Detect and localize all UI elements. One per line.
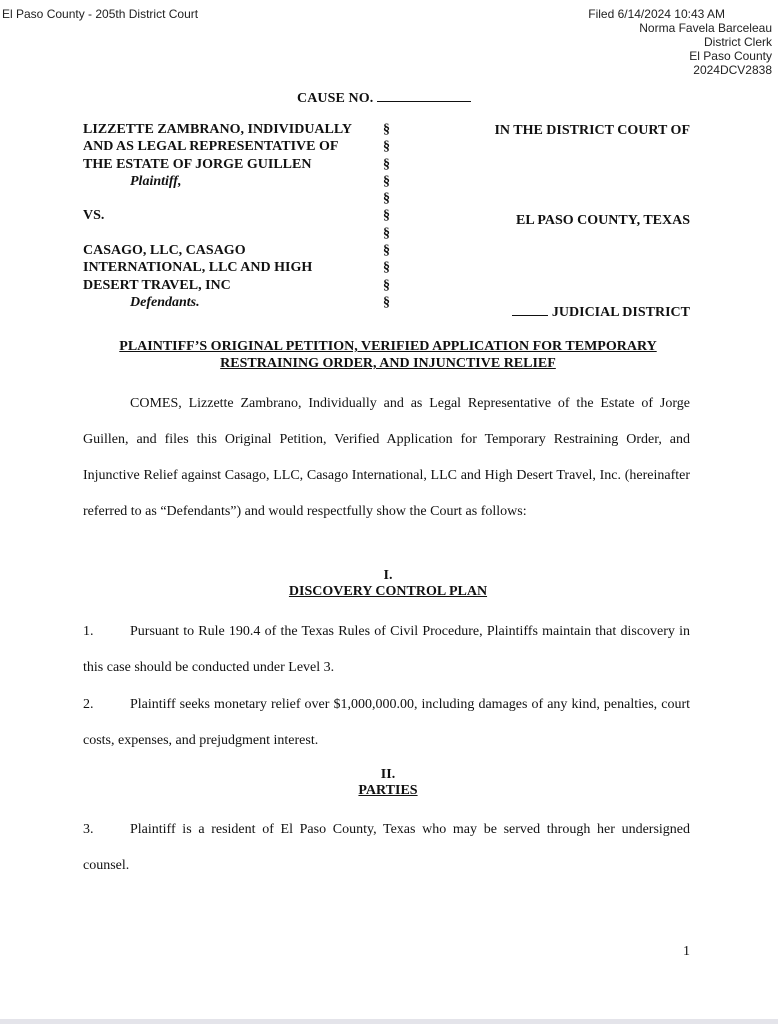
section-symbol: § xyxy=(383,208,390,224)
section-symbol: § xyxy=(383,260,390,276)
section-symbol: § xyxy=(383,139,390,155)
document-title xyxy=(60,338,716,372)
section-symbol-column xyxy=(383,121,390,311)
intro-paragraph: COMES, Lizzette Zambrano, Individually and as Legal Representative of the Estate of Jorge Guillen, and files this Original Petition, Verified Application for Temporary Restraining Order, and Injunctive Relief against Casago, LLC, Casago International, LLC and High Desert Travel, Inc. (hereinafter referred to as “Defendants”) and would respectfully show the Court as follows: xyxy=(83,396,690,519)
paragraph-text: Plaintiff seeks monetary relief over $1,000,000.00, including damages of any kind, penalties, court costs, expenses, and prejudgment interest. xyxy=(83,697,690,748)
paragraph-text: Pursuant to Rule 190.4 of the Texas Rules of Civil Procedure, Plaintiffs maintain that discovery in this case should be conducted under Level 3. xyxy=(83,624,690,675)
section-symbol: § xyxy=(383,294,390,310)
defendant-line: DESERT TRAVEL, INC xyxy=(83,277,231,293)
section-symbol: § xyxy=(383,225,390,241)
cause-label: CAUSE NO. xyxy=(297,91,374,106)
clerk-county: El Paso County xyxy=(689,49,772,63)
section-numeral: I. xyxy=(383,568,393,583)
numbered-paragraph xyxy=(83,614,690,686)
clerk-name: Norma Favela Barceleau xyxy=(639,21,772,35)
section-heading xyxy=(60,767,716,799)
case-number: 2024DCV2838 xyxy=(693,63,772,77)
section-symbol: § xyxy=(383,243,390,259)
court-name: El Paso County - 205th District Court xyxy=(2,7,199,21)
page-number: 1 xyxy=(683,944,690,959)
court-line: IN THE DISTRICT COURT OF xyxy=(494,123,690,138)
section-symbol: § xyxy=(383,122,390,137)
cause-number-blank xyxy=(377,88,471,102)
plaintiff-role: Plaintiff, xyxy=(130,173,182,189)
clerk-title: District Clerk xyxy=(704,35,772,49)
defendant-role: Defendants. xyxy=(130,294,200,310)
section-heading xyxy=(60,568,716,600)
plaintiff-line: THE ESTATE OF JORGE GUILLEN xyxy=(83,156,312,172)
court-stamp-left xyxy=(2,7,198,21)
section-symbol: § xyxy=(383,191,390,207)
caption-spacer xyxy=(83,190,383,207)
county-line: EL PASO COUNTY, TEXAS xyxy=(515,213,690,228)
district-line xyxy=(512,303,690,321)
plaintiff-line: AND AS LEGAL REPRESENTATIVE OF xyxy=(83,139,339,155)
numbered-paragraph xyxy=(83,812,690,884)
district-label: JUDICIAL DISTRICT xyxy=(551,305,690,320)
defendant-line: INTERNATIONAL, LLC AND HIGH xyxy=(83,260,313,276)
section-symbol: § xyxy=(383,277,390,293)
filing-stamp xyxy=(588,7,772,77)
paragraph-number: 2. xyxy=(83,697,94,712)
section-symbol: § xyxy=(383,173,390,189)
paragraph-text: Plaintiff is a resident of El Paso County, Texas who may be served through her undersigned counsel. xyxy=(83,822,690,873)
filed-datetime: Filed 6/14/2024 10:43 AM xyxy=(588,7,725,21)
section-numeral: II. xyxy=(380,767,396,782)
district-number-blank xyxy=(512,303,548,316)
caption-spacer xyxy=(83,225,383,242)
paragraph-number: 3. xyxy=(83,822,94,837)
paragraph-number: 1. xyxy=(83,624,94,639)
section-symbol: § xyxy=(383,156,390,172)
versus: VS. xyxy=(83,208,105,224)
viewer-bottom-bar xyxy=(0,1019,778,1024)
section-title: PARTIES xyxy=(358,783,418,798)
title-line: RESTRAINING ORDER, AND INJUNCTIVE RELIEF xyxy=(220,356,556,371)
plaintiff-line: LIZZETTE ZAMBRANO, INDIVIDUALLY xyxy=(83,122,353,137)
title-line: PLAINTIFF’S ORIGINAL PETITION, VERIFIED APPLICATION FOR TEMPORARY xyxy=(119,339,657,354)
cause-number xyxy=(297,88,471,107)
section-title: DISCOVERY CONTROL PLAN xyxy=(288,584,488,599)
defendant-line: CASAGO, LLC, CASAGO xyxy=(83,243,246,259)
numbered-paragraph xyxy=(83,687,690,759)
caption-parties xyxy=(83,121,383,311)
